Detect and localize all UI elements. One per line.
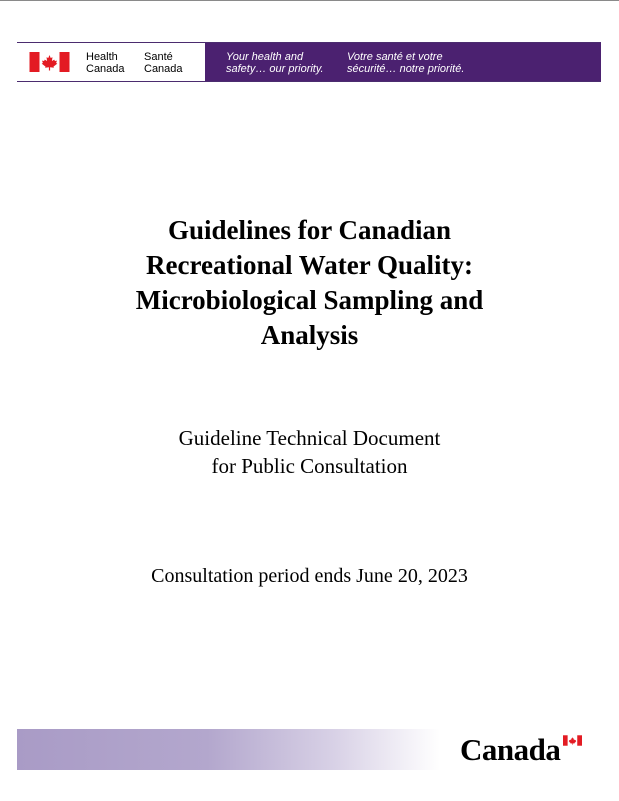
- tagline-en-line: Your health and: [226, 51, 304, 63]
- canada-wordmark-text: Canada: [460, 732, 561, 767]
- tagline-fr-line: sécurité… notre priorité.: [347, 63, 465, 75]
- footer-gradient-bar: [17, 729, 440, 770]
- canada-flag-icon: [29, 52, 70, 72]
- tagline-french: [347, 51, 464, 75]
- header-banner: [17, 42, 601, 82]
- document-title-line: Analysis: [260, 320, 359, 350]
- document-subtitle: [60, 424, 559, 480]
- document-subtitle-line: for Public Consultation: [211, 454, 408, 478]
- document-subtitle-line: Guideline Technical Document: [178, 426, 441, 450]
- department-name-english: [86, 51, 141, 75]
- document-title-line: Microbiological Sampling and: [135, 285, 484, 315]
- document-title-line: Guidelines for Canadian: [167, 215, 452, 245]
- tagline-panel: [205, 43, 601, 81]
- department-name-fr-line: Canada: [144, 63, 183, 75]
- document-title: [60, 213, 559, 353]
- department-name-en-line: Health: [86, 51, 118, 63]
- canada-flag-icon: [563, 735, 582, 746]
- department-name-fr-line: Santé: [144, 51, 173, 63]
- document-title-line: Recreational Water Quality:: [146, 250, 473, 280]
- department-name-french: [144, 51, 199, 75]
- department-name-en-line: Canada: [86, 63, 125, 75]
- page-top-rule: [0, 0, 619, 1]
- consultation-deadline: Consultation period ends June 20, 2023: [151, 565, 468, 587]
- tagline-english: [226, 51, 324, 75]
- department-signature: [17, 43, 205, 81]
- tagline-fr-line: Votre santé et votre: [347, 51, 443, 63]
- tagline-en-line: safety… our priority.: [226, 63, 324, 75]
- canada-wordmark: [460, 732, 585, 770]
